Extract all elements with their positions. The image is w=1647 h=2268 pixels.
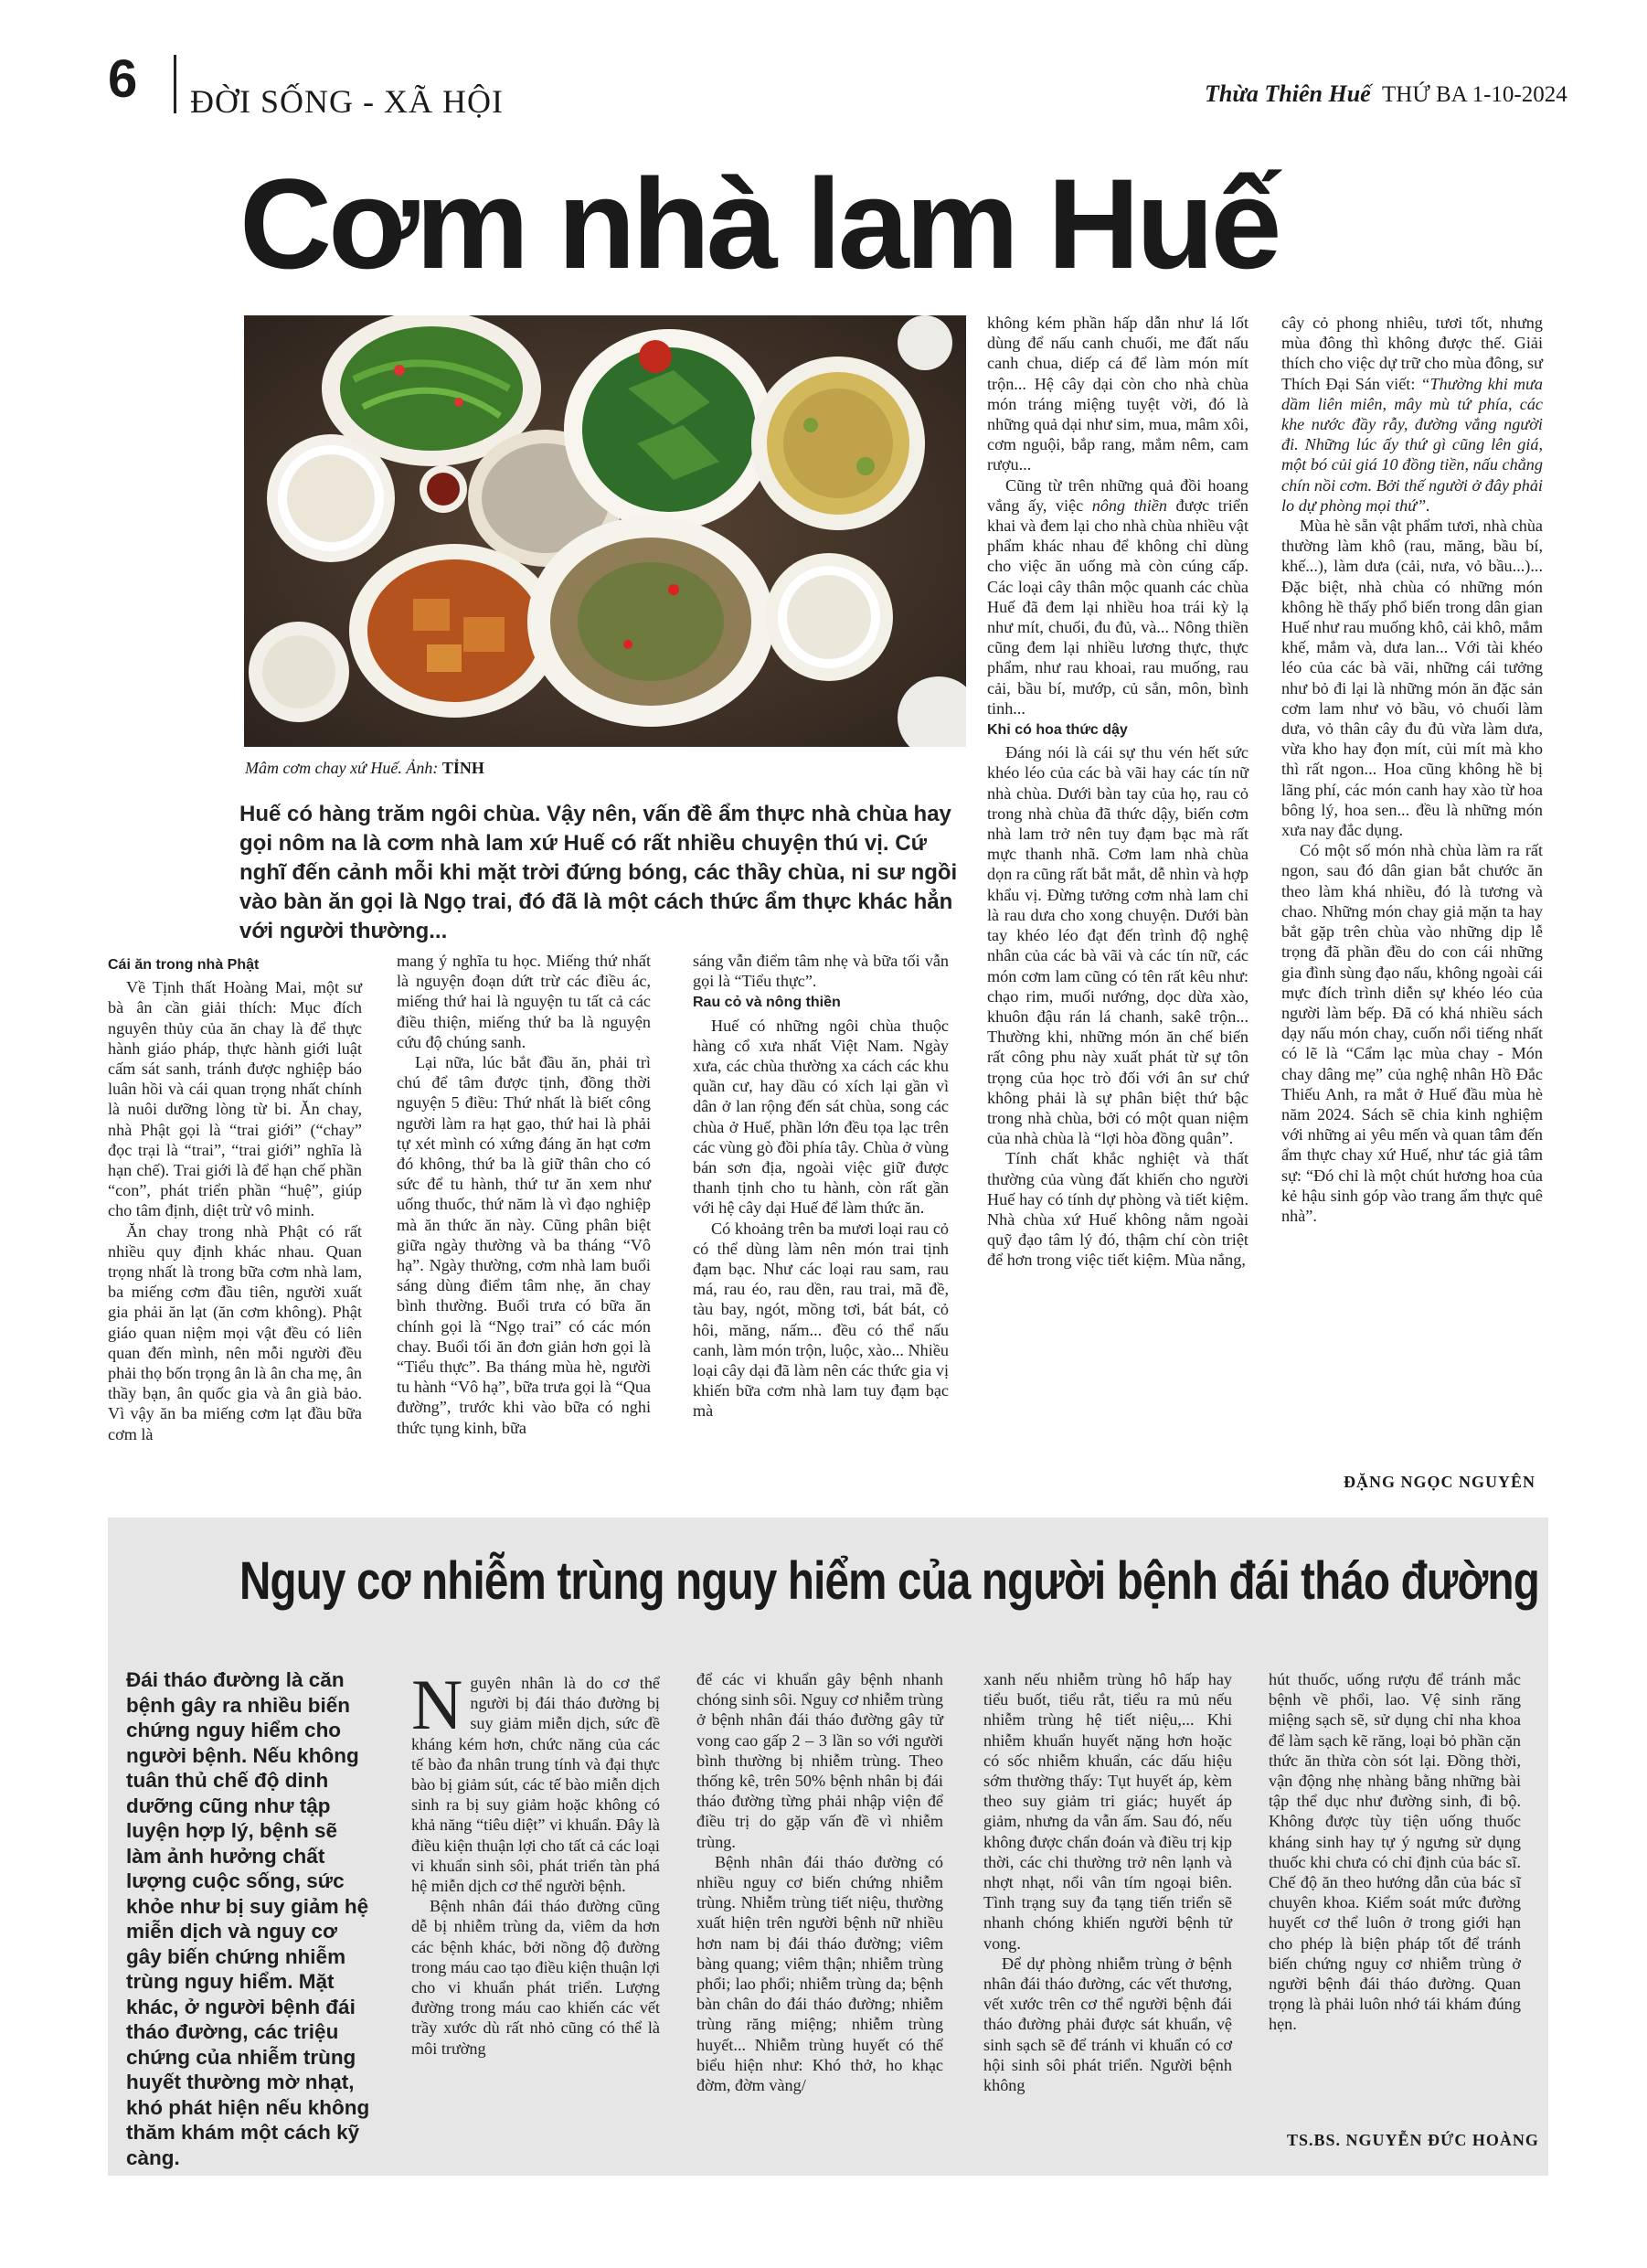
photo-credit: TỈNH	[441, 759, 484, 777]
food-photo	[244, 315, 966, 747]
newspaper-name: Thừa Thiên Huế	[1205, 80, 1371, 107]
subheading: Rau cỏ và nông thiền	[693, 995, 841, 1011]
header-divider	[174, 55, 176, 113]
article2-column-4	[1269, 1669, 1521, 2035]
paragraph: Đáng nói là cái sự thu vén hết sức khéo léo của các bà vãi hay các tín nữ nhà chùa. Dưới bàn tay của họ, rau cỏ trong nhà chùa đã thức dậy, biến cơm nhà lam trở nên tuy đạm bạc mà rất mực thanh nhã. Cơm lam nhà chùa dọn ra cũng rất bắt mắt, dễ nhìn và hợp khẩu vị. Đừng tưởng cơm nhà lam chỉ là rau dưa cho xong chuyện. Dưới bàn tay khéo léo đạt đến trình độ nghệ nhân của các bà vãi và các tín nữ, các món cơm lam cũng có tên rất kêu như: chạo rim, muối nướng, dọc dừa xào, khuôn đậu rán lá chanh, sakê trộn... Thường khi, những món ăn chế biến rất công phu này xuất phát từ sự tôn trọng của học trò đối với ân sư chứ không phải là sự phân biệt thứ bậc trong nhà chùa, bởi có một quan niệm của nhà chùa là “lợi hòa đồng quân”.	[987, 743, 1249, 1148]
photo-caption	[245, 759, 484, 778]
article2-column-1	[411, 1665, 660, 2059]
author-byline: TS.BS. NGUYỄN ĐỨC HOÀNG	[1287, 2131, 1539, 2149]
article-title: Cơm nhà lam Huế	[239, 152, 1279, 295]
paragraph: Về Tịnh thất Hoàng Mai, một sư bà ân cần giải thích: Mục đích nguyên thủy của ăn chay là để thực hành giáo pháp, thực hành giới luật cấm sát sanh, tránh được nghiệp báo luân hồi và cái quan trọng nhất chính là nuôi dưỡng lòng từ bi. Ăn chay, nhà Phật gọi là “trai giới” (“chay” đọc trại là “trai”, “trai giới” nghĩa là hạn chế). Trai giới là để hạn chế phần “con”, phát triển phần “huệ”, giúp cho tâm định, diệt trừ vô minh.	[108, 978, 362, 1220]
paragraph: mang ý nghĩa tu học. Miếng thứ nhất là nguyện đoạn dứt trừ các điều ác, miếng thứ hai là nguyện tu tất cả các điều thiện, miếng thứ ba là nguyện cứu độ chúng sanh.	[397, 952, 651, 1051]
paragraph-text: guyên nhân là do cơ thể người bị đái tháo đường bị suy giảm miễn dịch, sức đề kháng kém hơn, chức năng của các tế bào đa nhân trung tính và đại thực bào bị giảm sút, các tế bào miễn dịch sinh ra bị suy giảm hoặc không có khả năng “tiêu diệt” vi khuẩn. Đây là điều kiện thuận lợi cho tất cả các loại vi khuẩn sinh sôi, phát triển tàn phá hệ miễn dịch cơ thể người bệnh.	[411, 1674, 660, 1896]
paragraph: xanh nếu nhiễm trùng hô hấp hay tiểu buốt, tiểu rắt, tiểu ra mủ nếu nhiễm trùng hệ tiết niệu,... Khi nhiễm khuẩn huyết nặng hơn hoặc có sốc nhiễm khuẩn, các dấu hiệu sớm thường thấy: Tụt huyết áp, kèm theo suy giảm tri giác; huyết áp giảm, nhưng da vẫn ấm. Sau đó, nếu không được chẩn đoán và điều trị kịp thời, các chi thường trở nên lạnh và nhợt nhạt, nổi vân tím ngoại biên. Tình trạng suy đa tạng tiến triển sẽ nhanh chóng khiến người bệnh tử vong.	[983, 1670, 1232, 1953]
article2-title: Nguy cơ nhiễm trùng nguy hiểm của người bệnh đái tháo đường	[239, 1551, 1539, 1611]
caption-text: Mâm cơm chay xứ Huế. Ảnh:	[245, 759, 442, 777]
article1-column-4	[987, 313, 1249, 1271]
article2-column-3	[983, 1669, 1232, 2095]
article1-column-5	[1281, 313, 1543, 1226]
paragraph: Ăn chay trong nhà Phật có rất nhiều quy định khác nhau. Quan trọng nhất là trong bữa cơm nhà lam, ba miếng cơm đầu tiên, người xuất gia phải ăn lạt (ăn cơm không). Phật giáo quan niệm mọi vật đều có liên quan đến mình, nên mỗi người đều phải thọ bốn trọng ân là ân cha mẹ, ân thầy bạn, ân quốc gia và ân già bảo. Vì vậy ăn ba miếng cơm lạt đầu bữa cơm là	[108, 1221, 362, 1443]
page-number: 6	[108, 49, 138, 109]
article1-column-1	[108, 953, 362, 1444]
paragraph: Bệnh nhân đái tháo đường cũng dễ bị nhiễm trùng da, viêm da hơn các bệnh khác, bởi nồng độ đường trong máu cao tạo điều kiện thuận lợi cho vi khuẩn phát triển. Lượng đường trong máu cao khiến các vết trầy xước dù rất nhỏ cũng có thể là môi trường	[411, 1897, 660, 2058]
quote: “Thường khi mưa dầm liên miên, mây mù tứ phía, các khe nước đầy rẫy, đường vắng người đi. Những lúc ấy thứ gì cũng lên giá, một bó củi giá 10 đồng tiền, nấu chẳng chín nồi cơm. Bởi thế người ở đây phải lo dự phòng mọi thứ”.	[1281, 374, 1543, 515]
paragraph: Huế có những ngôi chùa thuộc hàng cổ xưa nhất Việt Nam. Ngày xưa, các chùa thường xa cách các khu quần cư, hay dầu có xích lại gần vì dân ở lan rộng đến sát chùa, song các chùa ở Huế, phần lớn đều tọa lạc trên các vùng gò đồi phía tây. Chùa ở vùng bán sơn địa, ngoài việc giữ được thanh tịnh cho tu hành, còn rất gần với hệ cây dại Huế để làm thức ăn.	[693, 1016, 949, 1218]
paragraph: Để dự phòng nhiễm trùng ở bệnh nhân đái tháo đường, các vết thương, vết xước trên cơ thể người bệnh đái tháo đường phải được sát khuẩn, vệ sinh sạch sẽ để tránh vi khuẩn có cơ hội sinh sôi phát triển. Người bệnh không	[983, 1954, 1232, 2095]
paragraph	[411, 1665, 660, 1896]
paragraph: hút thuốc, uống rượu để tránh mắc bệnh về phổi, lao. Vệ sinh răng miệng sạch sẽ, sử dụng chỉ nha khoa để làm sạch kẽ răng, loại bỏ phần cặn thức ăn thừa còn sót lại. Đồng thời, vận động nhẹ nhàng bằng những bài tập thể dục như đường sinh, đi bộ. Không được tùy tiện uống thuốc kháng sinh hay tự ý ngưng sử dụng thuốc khi chưa có chỉ định của bác sĩ. Chế độ ăn theo hướng dẫn của bác sĩ chuyên khoa. Kiểm soát mức đường huyết cơ thể luôn ở trong giới hạn cho phép là biện pháp tốt để tránh biến chứng nguy cơ nhiễm trùng ở người bệnh đái tháo đường. Quan trọng là phải luôn nhớ tái khám đúng hẹn.	[1269, 1670, 1521, 2034]
paragraph: để các vi khuẩn gây bệnh nhanh chóng sinh sôi. Nguy cơ nhiễm trùng ở bệnh nhân đái tháo đường gây tử vong cao gấp 2 – 3 lần so với người bình thường bị nhiễm trùng. Theo thống kê, trên 50% bệnh nhân bị đái tháo đường từng phải nhập viện để điều trị do gặp vấn đề vì nhiễm trùng.	[696, 1670, 943, 1851]
paragraph	[987, 475, 1249, 719]
emphasis: nông thiền	[1091, 495, 1167, 515]
paragraph-text: cây cỏ phong nhiêu, tươi tốt, nhưng mùa đông thì không được thế. Giải thích cho việc dự trữ cho mùa đông, sư Thích Đại Sán viết:	[1281, 314, 1543, 393]
paragraph: Có một số món nhà chùa làm ra rất ngon, sau đó dân gian bắt chước ăn theo làm khá nhiều, đó là tương và chao. Những món chay giả mặn ta hay bắt gặp trên chùa vào những dịp lễ trọng đã phần đều do con cái những gia đình sùng đạo nấu, không ngoài cái mực đích trình diễn sự khéo léo của người làm bếp. Đã có khá nhiều sách dạy nấu món chay, cuốn nổi tiếng nhất có lẽ là “Cẩm lạc mùa chay - Món chay dâng mẹ” của nghệ nhân Hồ Đắc Thiếu Anh, ra mắt ở Huế đầu mùa hè năm 2024. Sách sẽ chia kinh nghiệm với những ai yêu mến và quan tâm đến ẩm thực chay xứ Huế, như tác giả tâm sự: “Đó chỉ là một chút hương hoa của kẻ hậu sinh góp vào trang ẩm thực quê nhà”.	[1281, 841, 1543, 1225]
paragraph	[1281, 313, 1543, 516]
paragraph: sáng vẫn điểm tâm nhẹ và bữa tối vẫn gọi là “Tiểu thực”.	[693, 952, 949, 991]
subheading: Cái ăn trong nhà Phật	[108, 957, 260, 973]
article2-column-2	[696, 1669, 943, 2095]
section-title: ĐỜI SỐNG - XÃ HỘI	[190, 83, 504, 120]
article2-lead: Đái tháo đường là căn bệnh gây ra nhiều biến chứng nguy hiểm cho người bệnh. Nếu không tuân thủ chế độ dinh dưỡng cũng như tập luyện hợp lý, bệnh sẽ làm ảnh hưởng chất lượng cuộc sống, sức khỏe như bị suy giảm hệ miễn dịch và nguy cơ gây biến chứng nhiễm trùng nguy hiểm. Mặt khác, ở người bệnh đái tháo đường, các triệu chứng của nhiễm trùng huyết thường mờ nhạt, khó phát hiện nếu không thăm khám một cách kỹ càng.	[126, 1668, 370, 2169]
article1-column-2	[397, 951, 651, 1438]
article-lead: Huế có hàng trăm ngôi chùa. Vậy nên, vấn đề ẩm thực nhà chùa hay gọi nôm na là cơm nhà lam xứ Huế có rất nhiều chuyện thú vị. Cứ nghĩ đến cảnh mỗi khi mặt trời đứng bóng, các thầy chùa, ni sư ngồi vào bàn ăn gọi là Ngọ trai, đó đã là một cách thức ẩm thực khác hẳn với người thường...	[239, 802, 958, 943]
drop-cap: N	[411, 1665, 463, 1744]
paragraph-text: Cũng từ trên những quả đồi hoang vắng ấy, việc	[987, 475, 1249, 515]
author-byline: ĐẶNG NGỌC NGUYÊN	[1344, 1473, 1536, 1491]
article1-column-3	[693, 951, 949, 1421]
paragraph: Tính chất khắc nghiệt và thất thường của vùng đất khiến cho người Huế hay có tính dự phòng và tiết kiệm. Nhà chùa xứ Huế không nằm ngoài quỹ đạo tâm lý đó, thậm chí còn triệt để hơn trong việc tiết kiệm. Mùa nắng,	[987, 1149, 1249, 1270]
paragraph: không kém phần hấp dẫn như lá lốt dùng để nấu canh chuối, me đất nấu canh chua, diếp cá để làm món mít trộn... Hệ cây dại còn cho nhà chùa món tráng miệng tuyệt vời, đó là những quả dại như sim, mua, mâm xôi, cơm nguội, bắp rang, mắm nêm, cam rượu...	[987, 314, 1249, 474]
paragraph: Lại nữa, lúc bắt đầu ăn, phải trì chú để tâm được tịnh, đồng thời nguyện 5 điều: Thứ nhất là biết công người làm ra hạt gạo, thứ hai là phải tự xét mình có xứng đáng ăn hạt cơm đó không, thứ ba là giữ thân cho có sức để tu hành, thứ tư ăn xem như uống thuốc, thứ năm là vì đạo nghiệp mà ăn thức ăn này. Cũng phân biệt giữa ngày thường và ba tháng “Vô hạ”. Ngày thường, cơm nhà lam buổi sáng dùng điểm tâm nhẹ, ăn chay bình thường. Buổi trưa có bữa ăn chính gọi là “Ngọ trai” có các món chay. Buổi tối ăn đơn giản hơn gọi là “Tiểu thực”. Ba tháng mùa hè, người tu hành “Vô hạ”, bữa trưa gọi là “Qua đường”, trước khi vào bữa có nghi thức tụng kinh, bữa	[397, 1053, 651, 1437]
paragraph: Bệnh nhân đái tháo đường có nhiều nguy cơ biến chứng nhiễm trùng. Nhiễm trùng tiết niệu, thường xuất hiện trên người bệnh nữ nhiều hơn nam bị đái tháo đường; viêm bàng quang; viêm thận; nhiễm trùng phổi; lao phổi; nhiễm trùng da; bệnh bàn chân do đái tháo đường; nhiễm trùng răng miệng; nhiễm trùng huyết... Nhiễm trùng huyết có thể biểu hiện như: Khó thở, ho khạc đờm, đờm vàng/	[696, 1852, 943, 2095]
subheading: Khi có hoa thức dậy	[987, 722, 1128, 739]
issue-date: THỨ BA 1-10-2024	[1382, 82, 1567, 107]
paragraph: Mùa hè sẵn vật phẩm tươi, nhà chùa thường làm khô (rau, măng, bầu bí, khế...), làm dưa (cải, nưa, vỏ bầu...)... Đặc biệt, nhà chùa có những món không hề thấy phổ biến trong dân gian Huế như rau muống khô, cải khô, mắm khế, mắm và, dưa lan... Với tài khéo léo của các bà vãi, những cái tưởng như bỏ đi lại là những món ăn đặc sản cơm lam như vỏ bầu, vỏ chuối làm dưa, vỏ thân cây đu đủ vừa làm dưa, vừa kho hay đọn mít, củi mít mà kho thì rất ngon... Hoa cũng không hề bị lãng phí, các món canh hay xào từ hoa bông lý, hoa sen... đều là những món xưa nay đắc dụng.	[1281, 516, 1543, 840]
paragraph-text: được triển khai và đem lại cho nhà chùa nhiều vật phẩm khác nhau để không chỉ dùng cho việc ăn uống mà còn cúng cấp. Các loại cây thân mộc quanh các chùa Huế đã đem lại nhiều hoa trái kỳ lạ như mít, chuối, đu đủ, và... Nông thiền cũng đem lại nhiều lương thực, thực phẩm, như rau khoai, rau muống, rau cải, bầu bí, mướp, củ sắn, môn, bình tinh...	[987, 495, 1249, 718]
paragraph: Có khoảng trên ba mươi loại rau cỏ có thể dùng làm nên món trai tịnh đạm bạc. Như các loại rau sam, rau má, rau éo, rau dền, rau trai, mã đề, tàu bay, ngót, mồng tơi, bát bát, cỏ hôi, măng, nấm... đều có thể nấu canh, làm món trộn, luộc, xào... Nhiều loại cây dại đã làm nên các thức gia vị khiến bữa cơm nhà lam tuy đạm bạc mà	[693, 1219, 949, 1421]
